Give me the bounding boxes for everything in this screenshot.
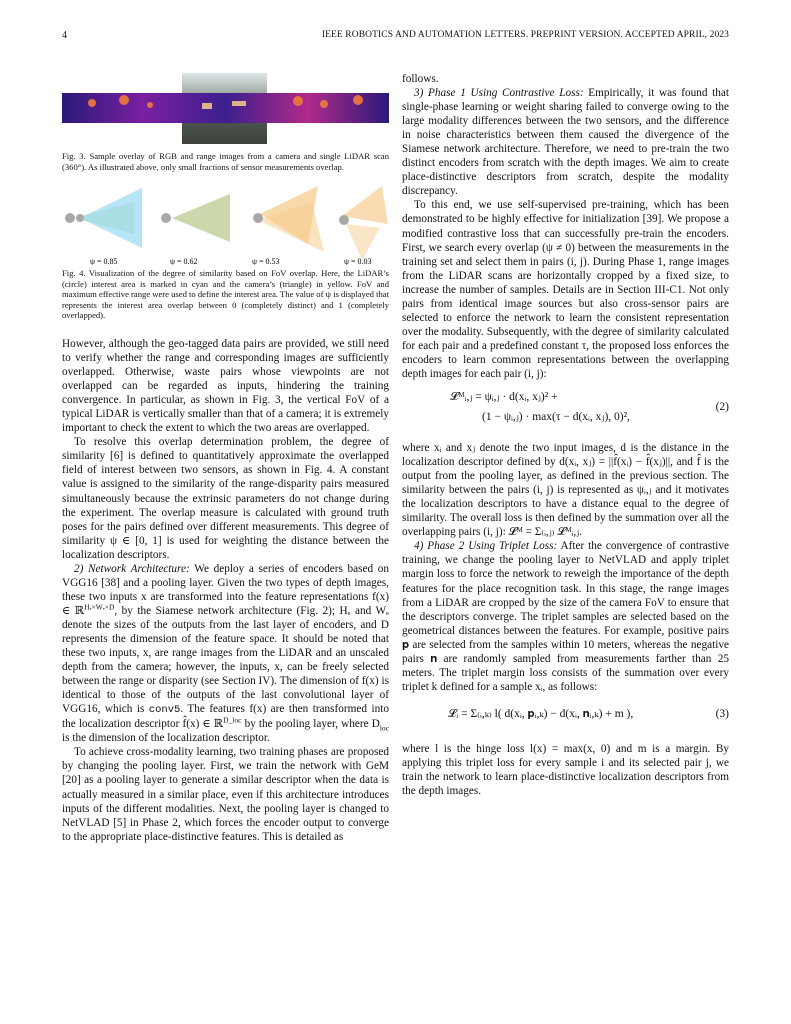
fig4-label-3: ψ = 0.53 [252,257,280,265]
fov-pair-2 [161,194,230,242]
fig4-label-4: ψ = 0.03 [344,257,372,265]
equation-3 [402,699,729,733]
paragraph: where xᵢ and xⱼ denote the two input images, d is the distance in the localization descriptor defined by d(xᵢ, xⱼ) = ||f̂(xᵢ) − f̂(xⱼ)||, and f̂ is the output from the pooling layer, as defined in the previous section. The similarity between the pairs (i, j) is represented as ψᵢ,ⱼ and it motivates the localization descriptors to have a distance equal to the degree of similarity. The overall loss is then defined by the summation over all the overlapping pairs (i, j): 𝓛ᴹ = Σ₍ᵢ,ⱼ₎ 𝓛ᴹᵢ,ⱼ. [402,442,729,539]
subsection-title: 2) Network Architecture: [74,562,190,575]
fig4-caption: Fig. 4. Visualization of the degree of similarity based on FoV overlap. Here, the LiDAR’s (circle) interest area is marked in cyan and the camera’s (triangle) in yellow. FoV and maximum effective range were used to define the interest area. The value of ψ is displayed that represents the interest area overlap between 0 (completely distinct) and 1 (completely overlapped). [62,268,389,321]
paragraph: To resolve this overlap determination problem, the degree of similarity [6] is defined to quantitatively approximate the overlapped field of interest between two sensors, as shown in Fig. 4. A constant value is assigned to the similarity of the range-disparity pairs measured simultaneously because the extrinsic parameters do not change during the experiment. The overlap measure is calculated with ground truth poses for the pairs defined over different measurements. This degree of similarity ψ ∈ [0, 1] is used for weighting the distance between the localization descriptors. [62,436,389,561]
paragraph: To this end, we use self-supervised pre-training, which has been demonstrated to be highly effective for initialization [39]. We propose a modified contrastive loss that can successfully pre-train the encoders. First, we search every overlap (ψ ≠ 0) between the measurements in the training set and select them in pairs (i, j). During Phase 1, range images from the LiDAR scans are horizontally cropped by a fixed size, to increase the number of samples. Details are in Section III-C1. Not only pairs from identical image sources but also cross-sensor pairs are selected to enforce the network to learn the consistent representation over the modality. Subsequently, with the degree of similarity calculated for each pair and a predefined constant τ, the proposed loss enforces the encoders to learn common representations between the overlapping depth images for each pair (i, j): [402,199,729,380]
fig3-overlay-image [62,73,389,144]
fig3-caption: Fig. 3. Sample overlay of RGB and range images from a camera and single LiDAR scan (360°). As illustrated above, only small fractions of sensor measurements overlap. [62,151,389,172]
fov-pair-1 [65,188,142,248]
lidar-sensor-icon [253,213,263,223]
equation-number: (2) [715,401,729,414]
fig4-fov-diagram [62,180,389,265]
subsection-title: 4) Phase 2 Using Triplet Loss: [414,540,558,553]
fig4-label-1: ψ = 0.85 [90,257,118,265]
paragraph: However, although the geo-tagged data pairs are provided, we still need to verify whether the range and corresponding images are sufficiently overlapped. Otherwise, waste pairs whose viewpoints are not overlapped can be regarded as inputs, hindering the training convergence. In particular, as shown in Fig. 3, the vertical FoV of a typical LiDAR is vertically smaller than that of a camera; it is extremely important to check the extent to which the two areas are overlapped. [62,338,389,435]
subsection-title: 3) Phase 1 Using Contrastive Loss: [414,87,584,100]
superscript: D_loc [223,715,242,725]
paragraph-phase1 [402,86,729,198]
text-span: , by the Siamese network architecture (Fig. 2); Hₑ and Wₑ denote the sizes of the outputs from the last layer of encoders, and D represents the dimension of the feature space. It should be noted that these two inputs, x, are range images from the LiDAR and an unscaled depth from the camera; however, the inputs, x, can be freely selected between the range or disparity (see Section IV). The dimension of f(x) is identical to those of the outputs of the last convolutional layer of VGG16, which is [62,604,389,716]
lidar-sensor-icon [339,215,349,225]
text-span: by the pooling layer, where D [241,718,380,731]
text-span: . The features f(x) are then transformed into the localization descriptor f̂(x) ∈ ℝ [62,703,389,731]
superscript: Hₑ×Wₑ×D [84,602,115,612]
text-span: is the dimension of the localization descriptor. [62,732,270,745]
fov-pair-3 [253,186,324,252]
running-header: IEEE ROBOTICS AND AUTOMATION LETTERS. PREPRINT VERSION. ACCEPTED APRIL, 2023 [321,30,729,40]
equation-2 [402,386,729,432]
fig4-label-2: ψ = 0.62 [170,257,198,265]
text-span: We deploy a series of encoders based on VGG16 [38] and a pooling layer. Given the two types of depth images, these two inputs x are transformed into the feature representations f(x) ∈ ℝ [62,562,390,617]
left-column [62,337,389,844]
equation-2-line-2: (1 − ψᵢ,ⱼ) · max(τ − d(xᵢ, xⱼ), 0)², [482,411,630,424]
right-column [402,72,729,798]
paragraph: To achieve cross-modality learning, two training phases are proposed by changing the pooling layer. First, we train the network with GeM [20] as a pooling layer to generate a similar descriptor when the data is actually measured in a similar place, even if this architecture introduces inputs of the different modalities. Next, the pooling layer is changed to NetVLAD [5] in Phase 2, which forces the encoder output to converge to the appropriate place-distinctive features. This is detailed as [62,746,389,843]
lidar-sensor-icon [161,213,171,223]
text-span: After the convergence of contrastive training, we change the pooling layer to NetVLAD and apply triplet margin loss to force the network to reweigh the importance of the depth features for the place recognition task. In this stage, the range images from a LiDAR are cropped by the size of the camera FoV to ensure that the descriptors converge. The triplet samples are selected based on the geometrical distances between the features. For example, positive pairs 𝐩 are selected from the samples within 10 meters, whereas the negative pairs 𝐧 are randomly sampled from measurements farther than 25 meters. The triplet margin loss consists of the summation over every triplet k defined for a sample xᵢ, as follows: [402,540,729,693]
text-span: Empirically, it was found that single-phase learning or weight sharing failed to converge owing to the large modality differences between the two sensors, and the difference in noise characteristics between them caused the divergence of the Siamese network architecture. Therefore, we need to pre-train the two distinct encoders from scratch with the depth images. We aim to create place-distinctive descriptors from scratch, despite the modality discrepancy. [402,87,729,198]
paragraph-phase2 [402,539,729,694]
subscript: loc [379,723,390,733]
equation-3-line: 𝓛ᵢ = Σ₍ᵢ,ₖ₎ l( d(xᵢ, 𝐩ᵢ,ₖ) − d(xᵢ, 𝐧ᵢ,ₖ) + m ), [448,707,634,720]
range-image-strip [62,93,389,123]
equation-2-line-1: 𝓛ᴹᵢ,ⱼ = ψᵢ,ⱼ · d(xᵢ, xⱼ)² + [450,391,558,404]
paragraph: where l is the hinge loss l(x) = max(x, 0) and m is a margin. By applying this triplet loss for every sample i and its selected pair j, we train the network to learn place-distinctive localization descriptors from the depth images. [402,742,729,798]
paragraph: follows. [402,73,439,85]
lidar-sensor-icon [65,213,75,223]
paragraph-network-architecture [62,562,389,746]
camera-sensor-icon [76,214,84,222]
fov-pair-4 [339,186,388,260]
page-number: 4 [62,30,67,41]
equation-number: (3) [715,707,729,720]
code-span: conv5 [148,704,181,717]
